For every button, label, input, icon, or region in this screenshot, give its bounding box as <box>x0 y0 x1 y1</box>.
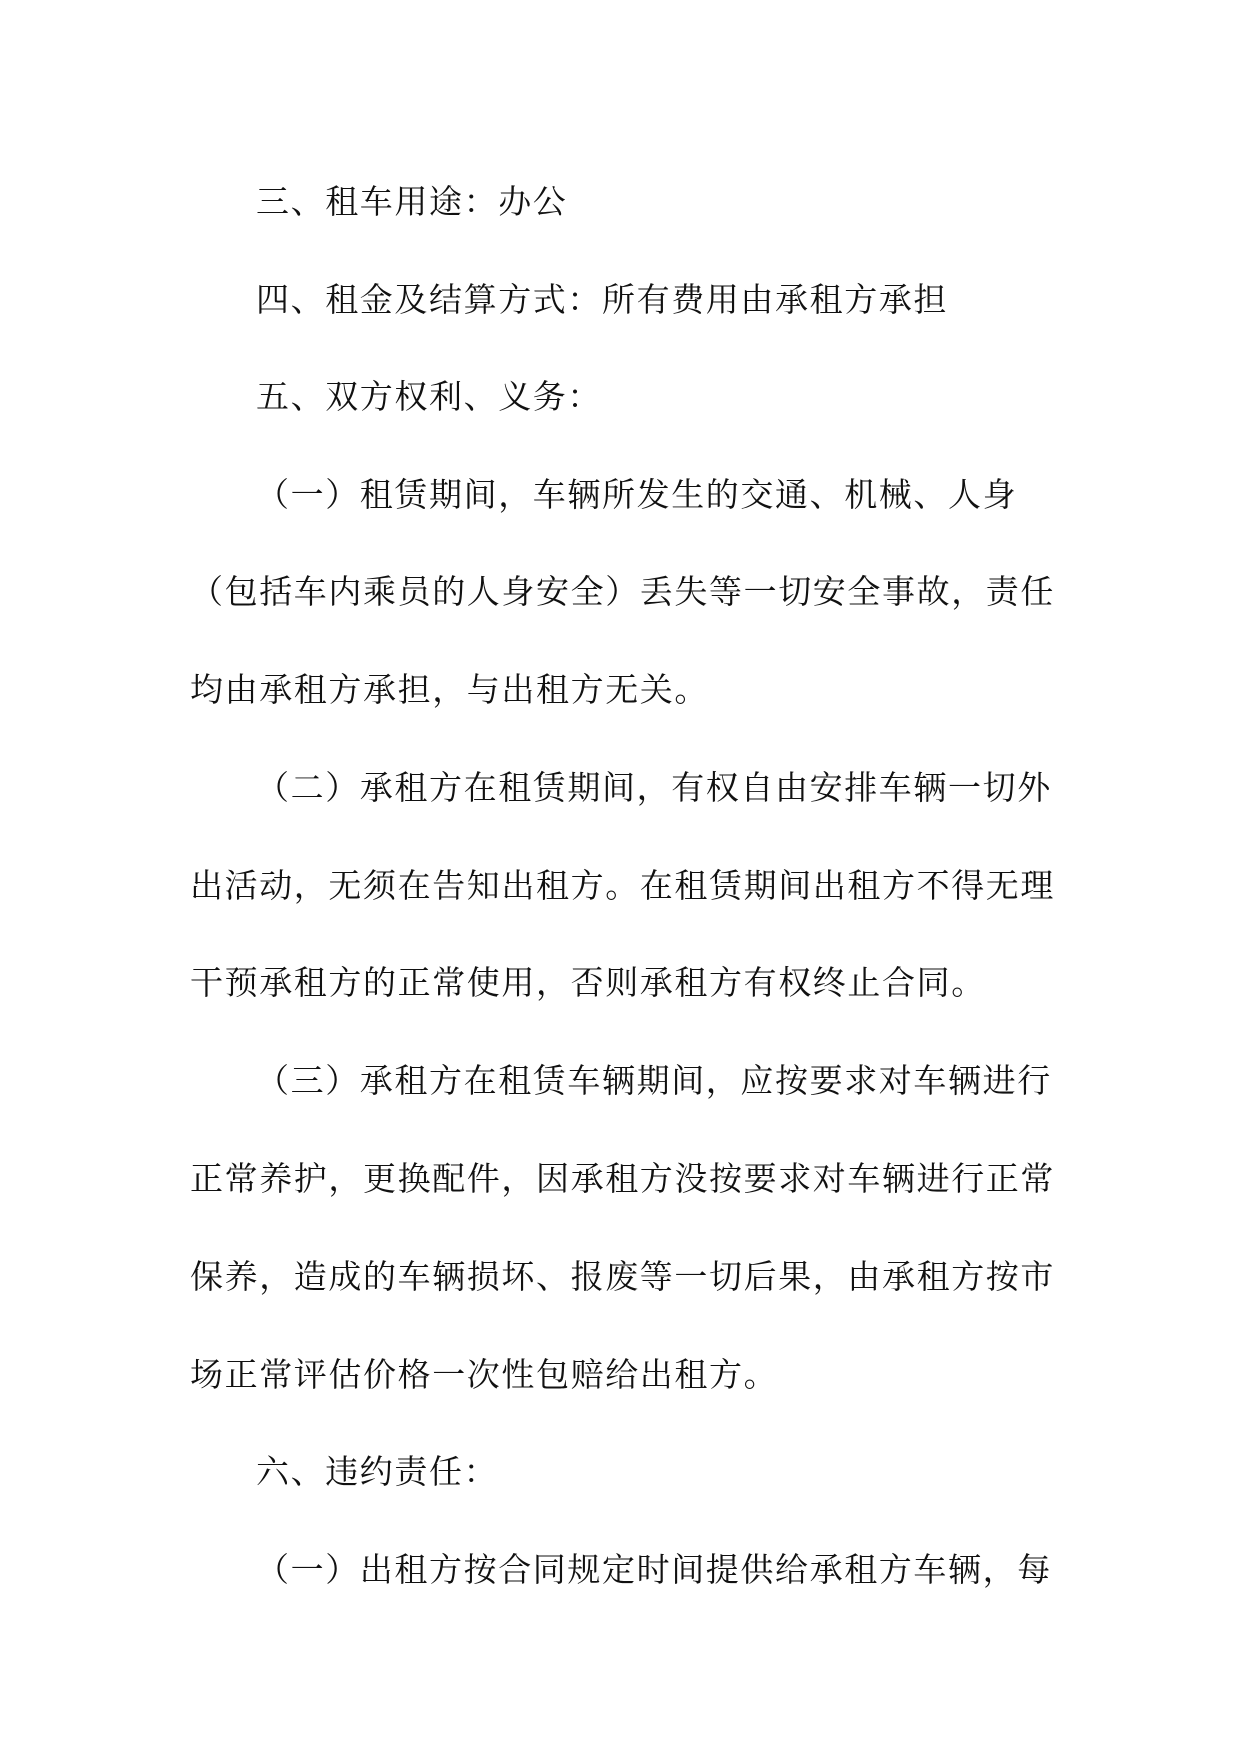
clause-5-3-line-2: 正常养护，更换配件，因承租方没按要求对车辆进行正常 <box>190 1159 1055 1198</box>
section-three-usage: 三、租车用途：办公 <box>256 182 568 221</box>
section-six-liability: 六、违约责任： <box>256 1452 499 1491</box>
clause-5-2-line-3: 干预承租方的正常使用，否则承租方有权终止合同。 <box>190 963 986 1002</box>
clause-5-3-line-3: 保养，造成的车辆损坏、报废等一切后果，由承租方按市 <box>190 1257 1055 1296</box>
clause-5-1-line-1: （一）租赁期间，车辆所发生的交通、机械、人身 <box>256 475 1018 514</box>
clause-6-1-line-1: （一）出租方按合同规定时间提供给承租方车辆，每 <box>256 1550 1052 1589</box>
clause-5-1-line-2: （包括车内乘员的人身安全）丢失等一切安全事故，责任 <box>190 572 1055 611</box>
clause-5-1-line-3: 均由承租方承担，与出租方无关。 <box>190 670 709 709</box>
clause-5-3-line-1: （三）承租方在租赁车辆期间，应按要求对车辆进行 <box>256 1061 1052 1100</box>
section-five-rights-obligations: 五、双方权利、义务： <box>256 377 602 416</box>
clause-5-3-line-4: 场正常评估价格一次性包赔给出租方。 <box>190 1355 779 1394</box>
clause-5-2-line-2: 出活动，无须在告知出租方。在租赁期间出租方不得无理 <box>190 866 1055 905</box>
section-four-rent-settlement: 四、租金及结算方式：所有费用由承租方承担 <box>256 280 948 319</box>
clause-5-2-line-1: （二）承租方在租赁期间，有权自由安排车辆一切外 <box>256 768 1052 807</box>
